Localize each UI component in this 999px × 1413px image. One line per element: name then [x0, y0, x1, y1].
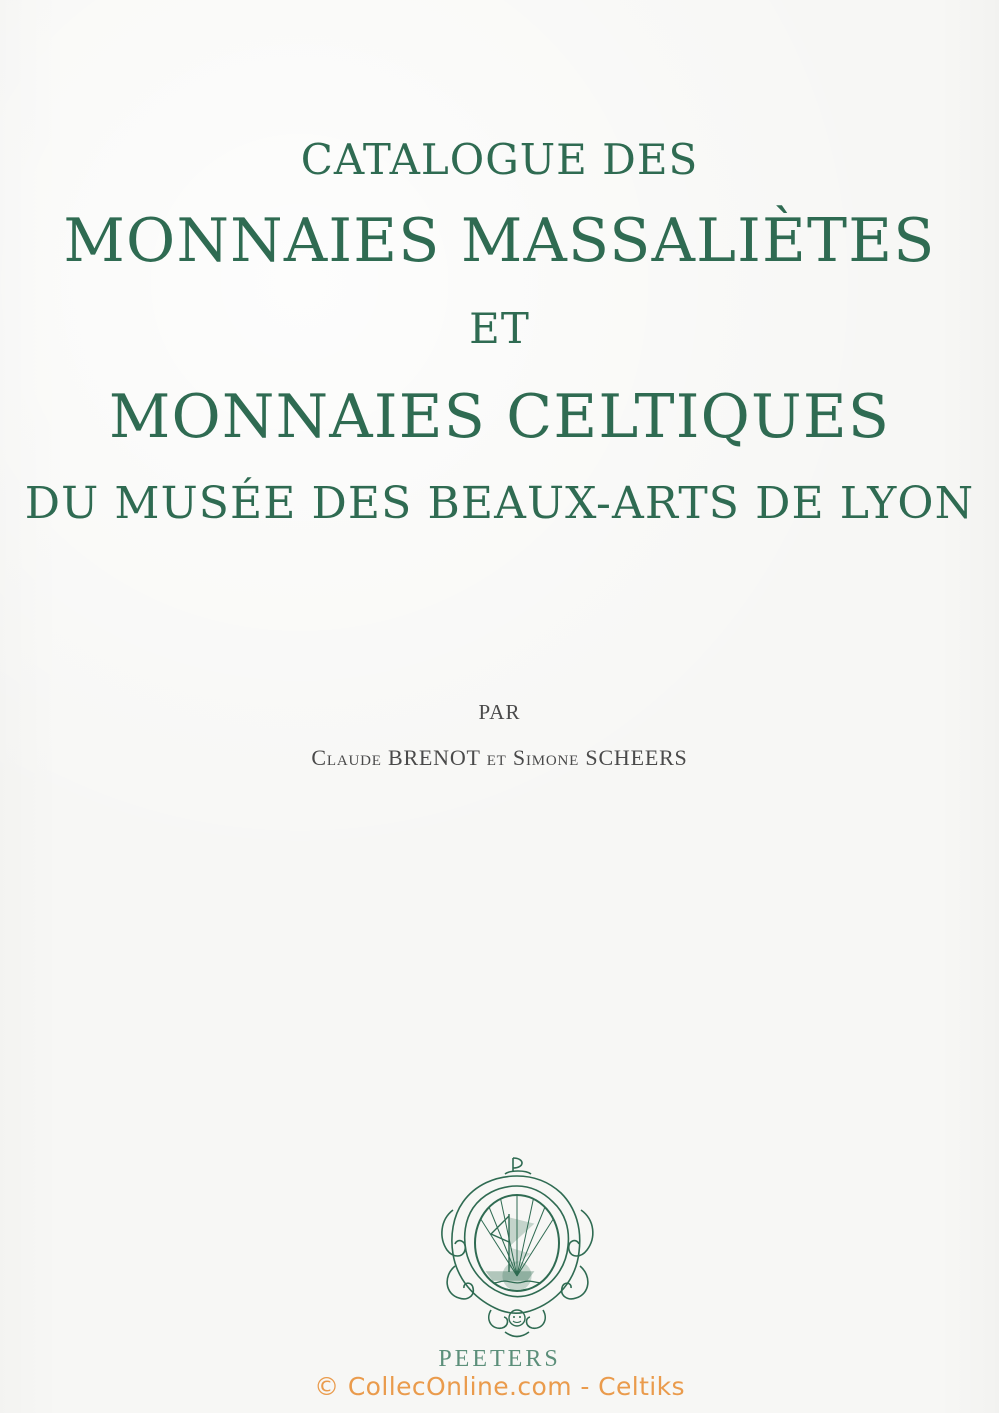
authors: Claude BRENOT et Simone SCHEERS: [311, 745, 688, 770]
watermark-text: © CollecOnline.com - Celtiks: [314, 1372, 685, 1401]
publisher-crest-icon: [435, 1150, 600, 1345]
byline: [0, 700, 999, 771]
title-line-5: DU MUSÉE DES BEAUX-ARTS DE LYON: [24, 478, 975, 529]
title-line-3: ET: [469, 304, 530, 353]
title-line-4: MONNAIES CELTIQUES: [108, 382, 891, 452]
title-line-2: MONNAIES MASSALIÈTES: [63, 206, 936, 276]
by-label: PAR: [478, 700, 521, 724]
title-line-1: CATALOGUE DES: [300, 135, 699, 184]
publisher-name: PEETERS: [438, 1346, 561, 1372]
title-block: [0, 120, 999, 542]
